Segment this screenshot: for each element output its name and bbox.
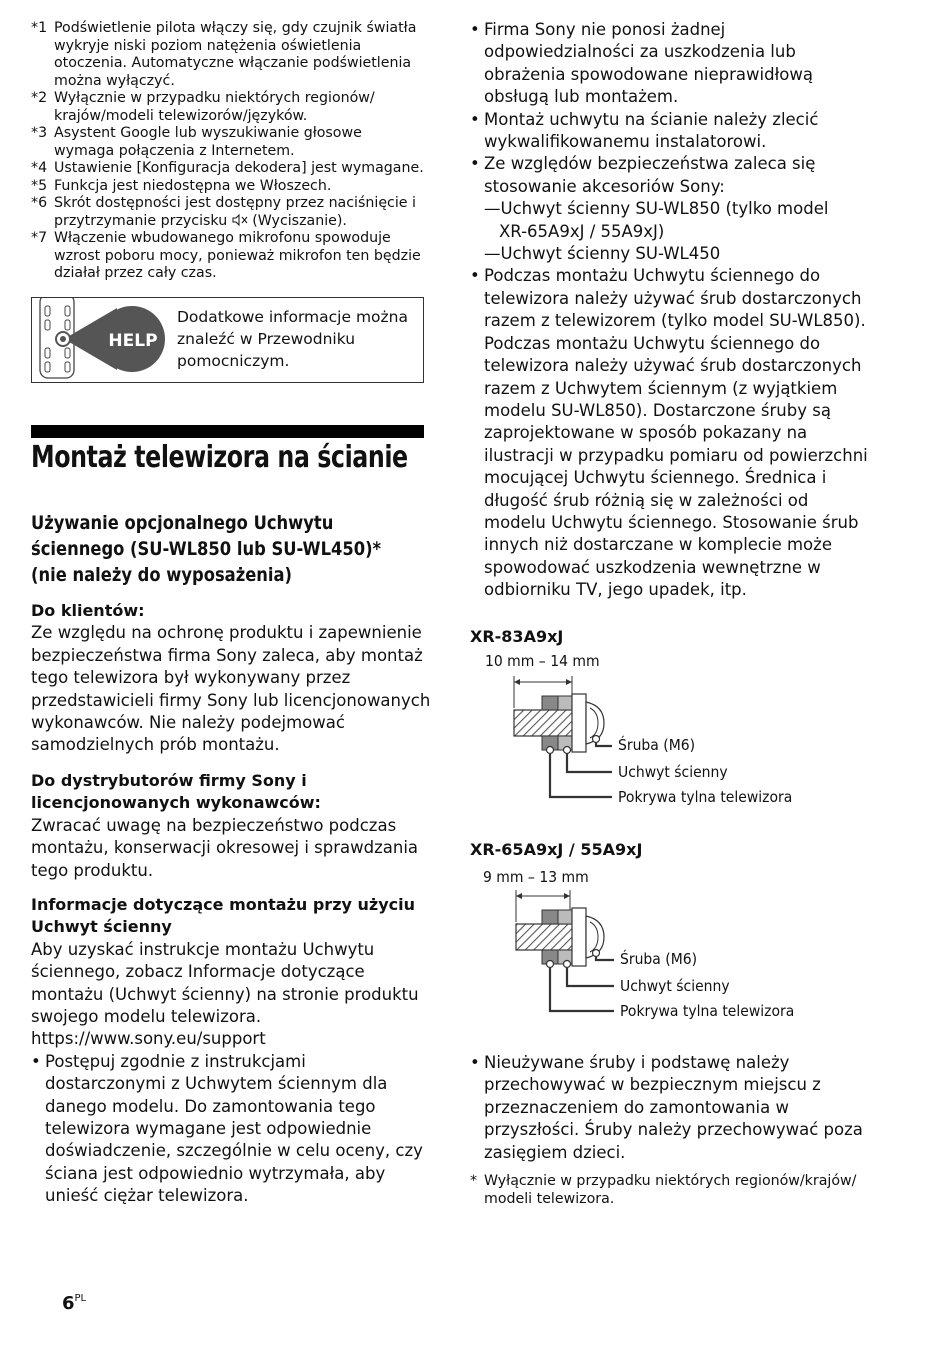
- bullet-text: Nieużywane śruby i podstawę należy przechowywać w bezpiecznym miejscu z przeznaczeniem do zamontowania w przyszłości. Śruby należy przechowywać poza zasięgiem dzieci.: [484, 1053, 863, 1162]
- footnote-item: [31, 160, 426, 178]
- customers-text: Ze względu na ochronę produktu i zapewnienie bezpieczeństwa firma Sony zaleca, aby montaż tego telewizora był wykonywany przez przedstawicieli firmy Sony lub licencjonowanych wykonawców. Nie należy podejmować samodzielnych prób montażu.: [31, 623, 431, 755]
- right-bullets: [470, 19, 870, 602]
- list-item: [470, 109, 870, 154]
- diagram1-dimension: 10 mm – 14 mm: [485, 652, 600, 670]
- note-text: Wyłącznie w przypadku niektórych regionów/krajów/ modeli telewizora.: [484, 1173, 857, 1207]
- footnote-mark: *1: [31, 20, 48, 36]
- section-divider-bar: [31, 425, 424, 438]
- asterisk-note: [470, 1172, 870, 1208]
- accessory-item: —Uchwyt ścienny SU-WL850 (tylko model: [484, 199, 829, 219]
- storage-bullet: [470, 1052, 870, 1164]
- distributors-text: Zwracać uwagę na bezpieczeństwo podczas montażu, konserwacji okresowej i sprawdzania tego produktu.: [31, 815, 419, 880]
- distributors-heading: Do dystrybutorów firmy Sony i licencjonowanych wykonawców:: [31, 771, 321, 813]
- customers-heading: Do klientów:: [31, 601, 145, 620]
- mute-icon: [232, 214, 248, 226]
- footnote-text: Podświetlenie pilota włączy się, gdy czujnik światła wykryje niski poziom natężenia oświetlenia otoczenia. Automatyczne włączanie podświetlenia można wyłączyć.: [54, 20, 417, 89]
- diagram1-screw-label: Śruba (M6): [618, 736, 696, 754]
- list-item: [470, 265, 870, 601]
- accessory-item-continued: XR-65A9xJ / 55A9xJ): [499, 221, 665, 241]
- customers-block: [31, 600, 431, 757]
- bullet-text: Montaż uchwytu na ścianie należy zlecić wykwalifikowanemu instalatorowi.: [484, 109, 819, 152]
- footnote-mark: *7: [31, 230, 48, 246]
- diagram2-cover-label: Pokrywa tylna telewizora: [620, 1002, 795, 1020]
- bullet-mark: •: [470, 1053, 480, 1072]
- bullet-text: Postępuj zgodnie z instrukcjami dostarczonymi z Uchwytem ściennym dla danego modelu. Do zamontowania tego telewizora wymagane jest odpowiednie doświadczenie, szczególnie w celu oceny, czy ściana jest odpowiednio wytrzymała, aby unieść ciężar telewizora.: [45, 1051, 423, 1206]
- mounting-info-block: [31, 894, 431, 1208]
- bullet-mark: •: [470, 154, 480, 174]
- bullet-mark: •: [31, 1051, 41, 1071]
- list-item: [470, 1052, 870, 1164]
- page-number-value: 6: [62, 1293, 75, 1314]
- bullet-text: Firma Sony nie ponosi żadnej odpowiedzialności za uszkodzenia lub obrażenia spowodowane nieprawidłową obsługą lub montażem.: [484, 20, 813, 107]
- footnote-text-part: Skrót dostępności jest dostępny przez naciśnięcie i przytrzymanie przycisku: [54, 195, 416, 229]
- footnote-text: Asystent Google lub wyszukiwanie głosowe wymaga połączenia z Internetem.: [54, 125, 362, 159]
- distributors-block: [31, 770, 431, 882]
- diagram1-cover-label: Pokrywa tylna telewizora: [618, 788, 793, 806]
- footnote-item: [31, 178, 426, 196]
- footnote-item: [31, 20, 426, 90]
- footnote-text: Włączenie wbudowanego mikrofonu spowoduje wzrost poboru mocy, ponieważ mikrofon ten będzie działał przez cały czas.: [54, 230, 421, 281]
- footnote-item: [31, 195, 426, 230]
- bullet-text: Podczas montażu Uchwytu ściennego do telewizora należy używać śrub dostarczonych razem z telewizorem (tylko model SU-WL850). Podczas montażu Uchwytu ściennego do telewizora należy używać śrub dostarczonych razem z Uchwytem ściennym (z wyjątkiem modelu SU-WL850). Dostarczone śruby są zaprojektowane w sposób pokazany na ilustracji w przypadku pomiaru od powierzchni mocującej Uchwytu ściennego. Średnica i długość śrub różnią się w zależności od modelu Uchwytu ściennego. Stosowanie śrub innych niż dostarczane w komplecie może spowodować uszkodzenia wewnętrzne w odbiorniku TV, jego upadek, itp.: [484, 266, 868, 600]
- page-number: [62, 1293, 86, 1314]
- bullet-text: Ze względów bezpieczeństwa zaleca się stosowanie akcesoriów Sony:: [484, 154, 816, 196]
- footnote-text: [54, 195, 426, 230]
- page-language: PL: [74, 1293, 87, 1304]
- subsection-title: Używanie opcjonalnego Uchwytu ściennego (SU-WL850 lub SU-WL450)* (nie należy do wyposażenia): [31, 512, 382, 586]
- footnote-item: [31, 230, 426, 283]
- mounting-info-heading: Informacje dotyczące montażu przy użyciu Uchwyt ścienny: [31, 895, 415, 937]
- footnote-item: [31, 90, 426, 125]
- section-title: Montaż telewizora na ścianie: [31, 440, 408, 475]
- footnote-mark: *2: [31, 90, 48, 106]
- help-badge: HELP: [108, 331, 158, 351]
- footnote-text: Ustawienie [Konfiguracja dekodera] jest wymagane.: [54, 160, 424, 176]
- diagram1-bracket-label: Uchwyt ścienny: [618, 763, 728, 781]
- mounting-info-text: Aby uzyskać instrukcje montażu Uchwytu ściennego, zobacz Informacje dotyczące montażu (Uchwyt ścienny) na stronie produktu swojego modelu telewizora.: [31, 939, 419, 1027]
- footnote-text-part: (Wyciszanie).: [247, 212, 347, 229]
- support-link[interactable]: https://www.sony.eu/support: [31, 1029, 266, 1049]
- diagram2-bracket-label: Uchwyt ścienny: [620, 977, 730, 995]
- list-item: [470, 153, 870, 198]
- diagram2-screw-label: Śruba (M6): [620, 950, 698, 968]
- diagram1-model: XR-83A9xJ: [470, 627, 564, 646]
- note-item: [470, 1172, 870, 1208]
- footnotes: [31, 20, 426, 283]
- diagram2-model: XR-65A9xJ / 55A9xJ: [470, 840, 643, 859]
- diagram2-dimension: 9 mm – 13 mm: [483, 868, 589, 886]
- footnote-item: [31, 125, 426, 160]
- list-item: [31, 1051, 431, 1208]
- note-mark: *: [470, 1173, 478, 1189]
- footnote-mark: *5: [31, 177, 48, 194]
- footnote-text: Wyłącznie w przypadku niektórych regionów/ krajów/modeli telewizorów/języków.: [54, 90, 375, 124]
- list-item: [470, 19, 870, 109]
- footnote-mark: *6: [31, 195, 48, 211]
- bullet-mark: •: [470, 20, 480, 39]
- footnote-text: Funkcja jest niedostępna we Włoszech.: [54, 177, 332, 194]
- footnote-mark: *4: [31, 160, 48, 176]
- accessory-item: —Uchwyt ścienny SU-WL450: [484, 244, 721, 264]
- help-box: [31, 297, 424, 383]
- remote-help-icon: [32, 298, 172, 382]
- help-text: Dodatkowe informacje można znaleźć w Przewodniku pomocniczym.: [177, 308, 408, 370]
- bullet-mark: •: [470, 266, 480, 286]
- bullet-mark: •: [470, 109, 480, 129]
- footnote-mark: *3: [31, 125, 48, 141]
